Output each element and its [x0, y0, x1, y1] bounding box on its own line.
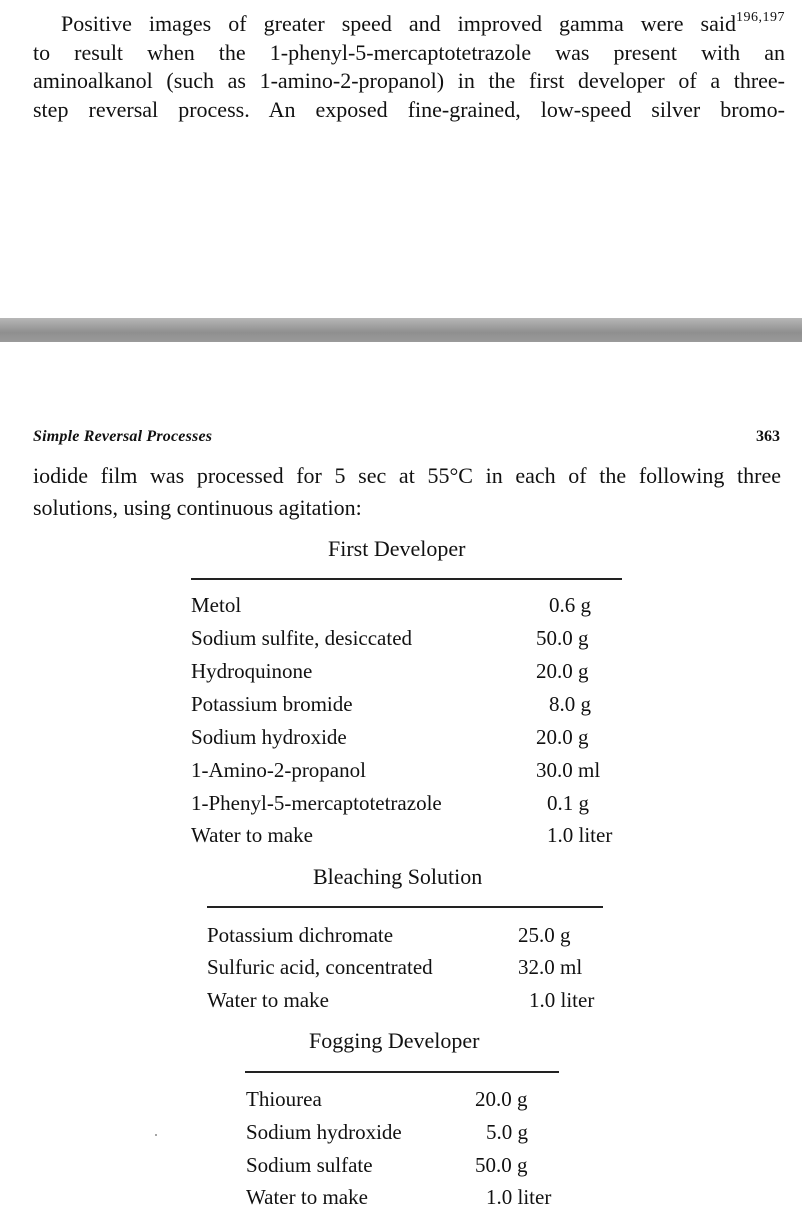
- paragraph-line: solutions, using continuous agitation:: [33, 495, 362, 520]
- paragraph-line: step reversal process. An exposed fine-grained, low-speed silver bromo-: [33, 96, 785, 122]
- ingredient-amount: 20.0 g: [475, 1087, 528, 1111]
- paragraph-line: aminoalkanol (such as 1-amino-2-propanol) in the first developer of a three-: [33, 68, 785, 93]
- ingredient-name: Sodium sulfate: [246, 1153, 373, 1177]
- ingredient-name: Hydroquinone: [191, 659, 313, 683]
- page-number: 363: [756, 428, 780, 445]
- ingredient-name: Sodium sulfite, desiccated: [191, 626, 413, 650]
- running-head: Simple Reversal Processes: [33, 428, 213, 445]
- ingredient-name: Potassium dichromate: [207, 923, 394, 947]
- ingredient-amount: 20.0 g: [536, 725, 589, 749]
- ingredient-amount: 0.1 g: [547, 791, 589, 815]
- ingredient-amount: 1.0 liter: [547, 823, 613, 847]
- formula-title: First Developer: [328, 536, 466, 561]
- ingredient-name: Metol: [191, 593, 242, 617]
- ingredient-name: Water to make: [191, 823, 313, 847]
- ingredient-name: 1-Phenyl-5-mercaptotetrazole: [191, 791, 442, 815]
- ingredient-amount: 20.0 g: [536, 659, 589, 683]
- ingredient-amount: 32.0 ml: [518, 955, 583, 979]
- ingredient-name: Water to make: [246, 1185, 368, 1209]
- ingredient-amount: 8.0 g: [549, 692, 591, 716]
- ingredient-amount: 1.0 liter: [486, 1185, 552, 1209]
- paragraph-line: to result when the 1-phenyl-5-mercaptotetrazole was present with an: [33, 39, 785, 65]
- previous-page-paragraph: [33, 10, 785, 124]
- paragraph-line: iodide film was processed for 5 sec at 55°C in each of the following three: [33, 463, 781, 488]
- ingredient-name: Potassium bromide: [191, 692, 353, 716]
- formula-rule: [191, 578, 622, 580]
- ingredient-amount: 5.0 g: [486, 1120, 528, 1144]
- ingredient-amount: 50.0 g: [536, 626, 589, 650]
- ingredient-amount: 50.0 g: [475, 1153, 528, 1177]
- ingredient-name: Sodium hydroxide: [191, 725, 347, 749]
- page-separator: [0, 318, 802, 342]
- formula-title: Fogging Developer: [309, 1028, 480, 1053]
- ingredient-amount: 25.0 g: [518, 923, 571, 947]
- ingredient-amount: 1.0 liter: [529, 988, 595, 1012]
- formula-rule: [207, 906, 603, 908]
- reference-superscript: 196,197: [736, 10, 785, 25]
- body-paragraph: [33, 460, 781, 524]
- formula-title: Bleaching Solution: [313, 864, 483, 889]
- paragraph-line: Positive images of greater speed and improved gamma were said$^{196,197}$: [61, 10, 785, 36]
- ingredient-name: 1-Amino-2-propanol: [191, 758, 366, 782]
- ingredient-name: Water to make: [207, 988, 329, 1012]
- ingredient-name: Sodium hydroxide: [246, 1120, 402, 1144]
- ingredient-name: Sulfuric acid, concentrated: [207, 955, 433, 979]
- ingredient-amount: 30.0 ml: [536, 758, 601, 782]
- ingredient-name: Thiourea: [246, 1087, 322, 1111]
- page-margin: [0, 130, 802, 318]
- scan-speck: [155, 1134, 157, 1136]
- formula-rule: [245, 1071, 559, 1073]
- ingredient-amount: 0.6 g: [549, 593, 591, 617]
